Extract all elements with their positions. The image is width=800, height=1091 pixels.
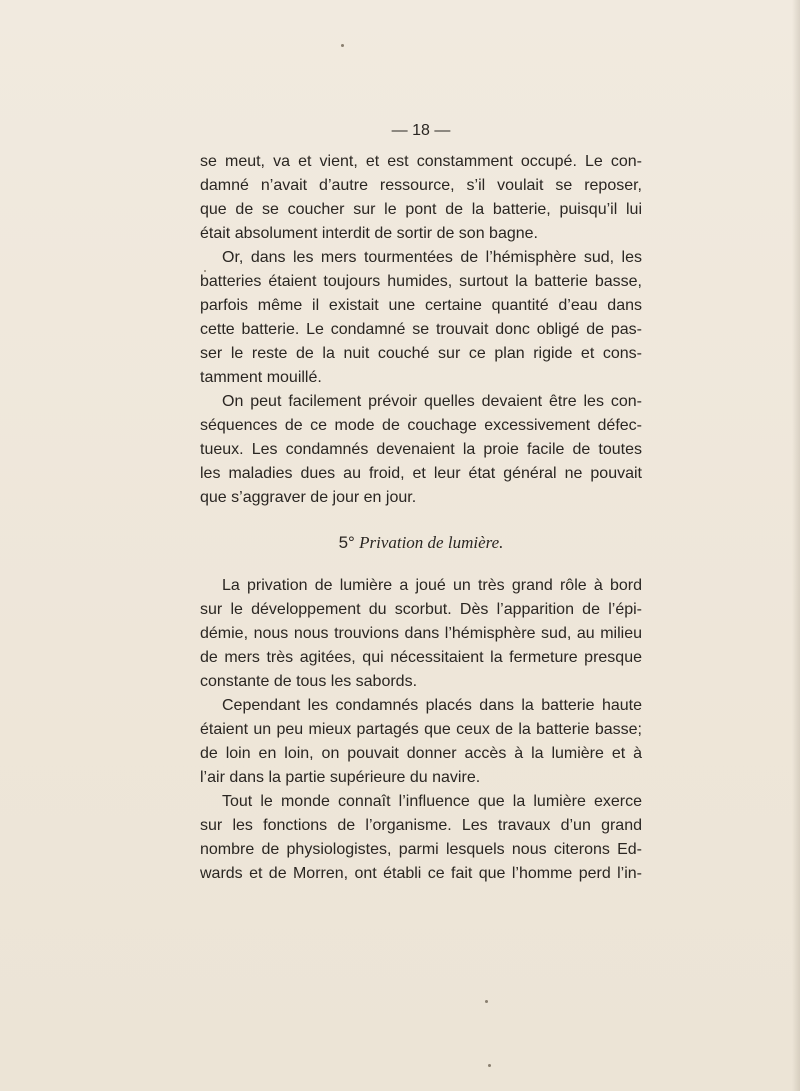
text-line: La privation de lumière a joué un très grand rôle à bord: [222, 577, 642, 594]
page-number: — 18 —: [391, 122, 451, 139]
text-line: Cependant les condamnés placés dans la batterie haute: [222, 697, 642, 714]
text-line: parfois même il existait une certaine quantité d’eau dans: [200, 297, 642, 314]
text-line: que s’aggraver de jour en jour.: [200, 489, 417, 506]
text-line: était absolument interdit de sortir de son bagne.: [200, 225, 538, 242]
text-line: tamment mouillé.: [200, 369, 322, 386]
text-line: de mers très agitées, qui nécessitaient la fermeture presque: [200, 649, 642, 666]
text-line: sur le développement du scorbut. Dès l’apparition de l’épi-: [200, 601, 642, 618]
text-line: batteries étaient toujours humides, surtout la batterie basse,: [200, 273, 642, 290]
text-line: nombre de physiologistes, parmi lesquels nous citerons Ed-: [200, 841, 642, 858]
paper-speck: [485, 1000, 488, 1003]
section-heading: [200, 533, 642, 553]
text-line: les maladies dues au froid, et leur état général ne pouvait: [200, 465, 642, 482]
text-line: démie, nous nous trouvions dans l’hémisphère sud, au milieu: [200, 625, 642, 642]
text-line: se meut, va et vient, et est constamment occupé. Le con-: [200, 153, 642, 170]
text-line: l’air dans la partie supérieure du navire.: [200, 769, 481, 786]
section-title: Privation de lumière.: [359, 533, 504, 552]
section-number: 5°: [338, 533, 355, 552]
text-line: que de se coucher sur le pont de la batterie, puisqu’il lui: [200, 201, 642, 218]
text-line: Or, dans les mers tourmentées de l’hémisphère sud, les: [222, 249, 642, 266]
paper-speck: [341, 44, 344, 47]
paper-speck: [488, 1064, 491, 1067]
text-line: wards et de Morren, ont établi ce fait que l’homme perd l’in-: [200, 865, 642, 882]
text-line: sur les fonctions de l’organisme. Les travaux d’un grand: [200, 817, 642, 834]
text-line: de loin en loin, on pouvait donner accès à la lumière et à: [200, 745, 642, 762]
text-line: séquences de ce mode de couchage excessivement défec-: [200, 417, 642, 434]
text-line: Tout le monde connaît l’influence que la lumière exerce: [222, 793, 642, 810]
text-line: tueux. Les condamnés devenaient la proie facile de toutes: [200, 441, 642, 458]
text-line: cette batterie. Le condamné se trouvait donc obligé de pas-: [200, 321, 642, 338]
text-line: On peut facilement prévoir quelles devaient être les con-: [222, 393, 642, 410]
page-edge-shadow: [792, 0, 800, 1091]
text-line: constante de tous les sabords.: [200, 673, 418, 690]
text-line: ser le reste de la nuit couché sur ce plan rigide et cons-: [200, 345, 642, 362]
text-line: étaient un peu mieux partagés que ceux de la batterie basse;: [200, 721, 642, 738]
text-line: damné n’avait d’autre ressource, s’il voulait se reposer,: [200, 177, 642, 194]
paper-speck: [204, 270, 206, 272]
